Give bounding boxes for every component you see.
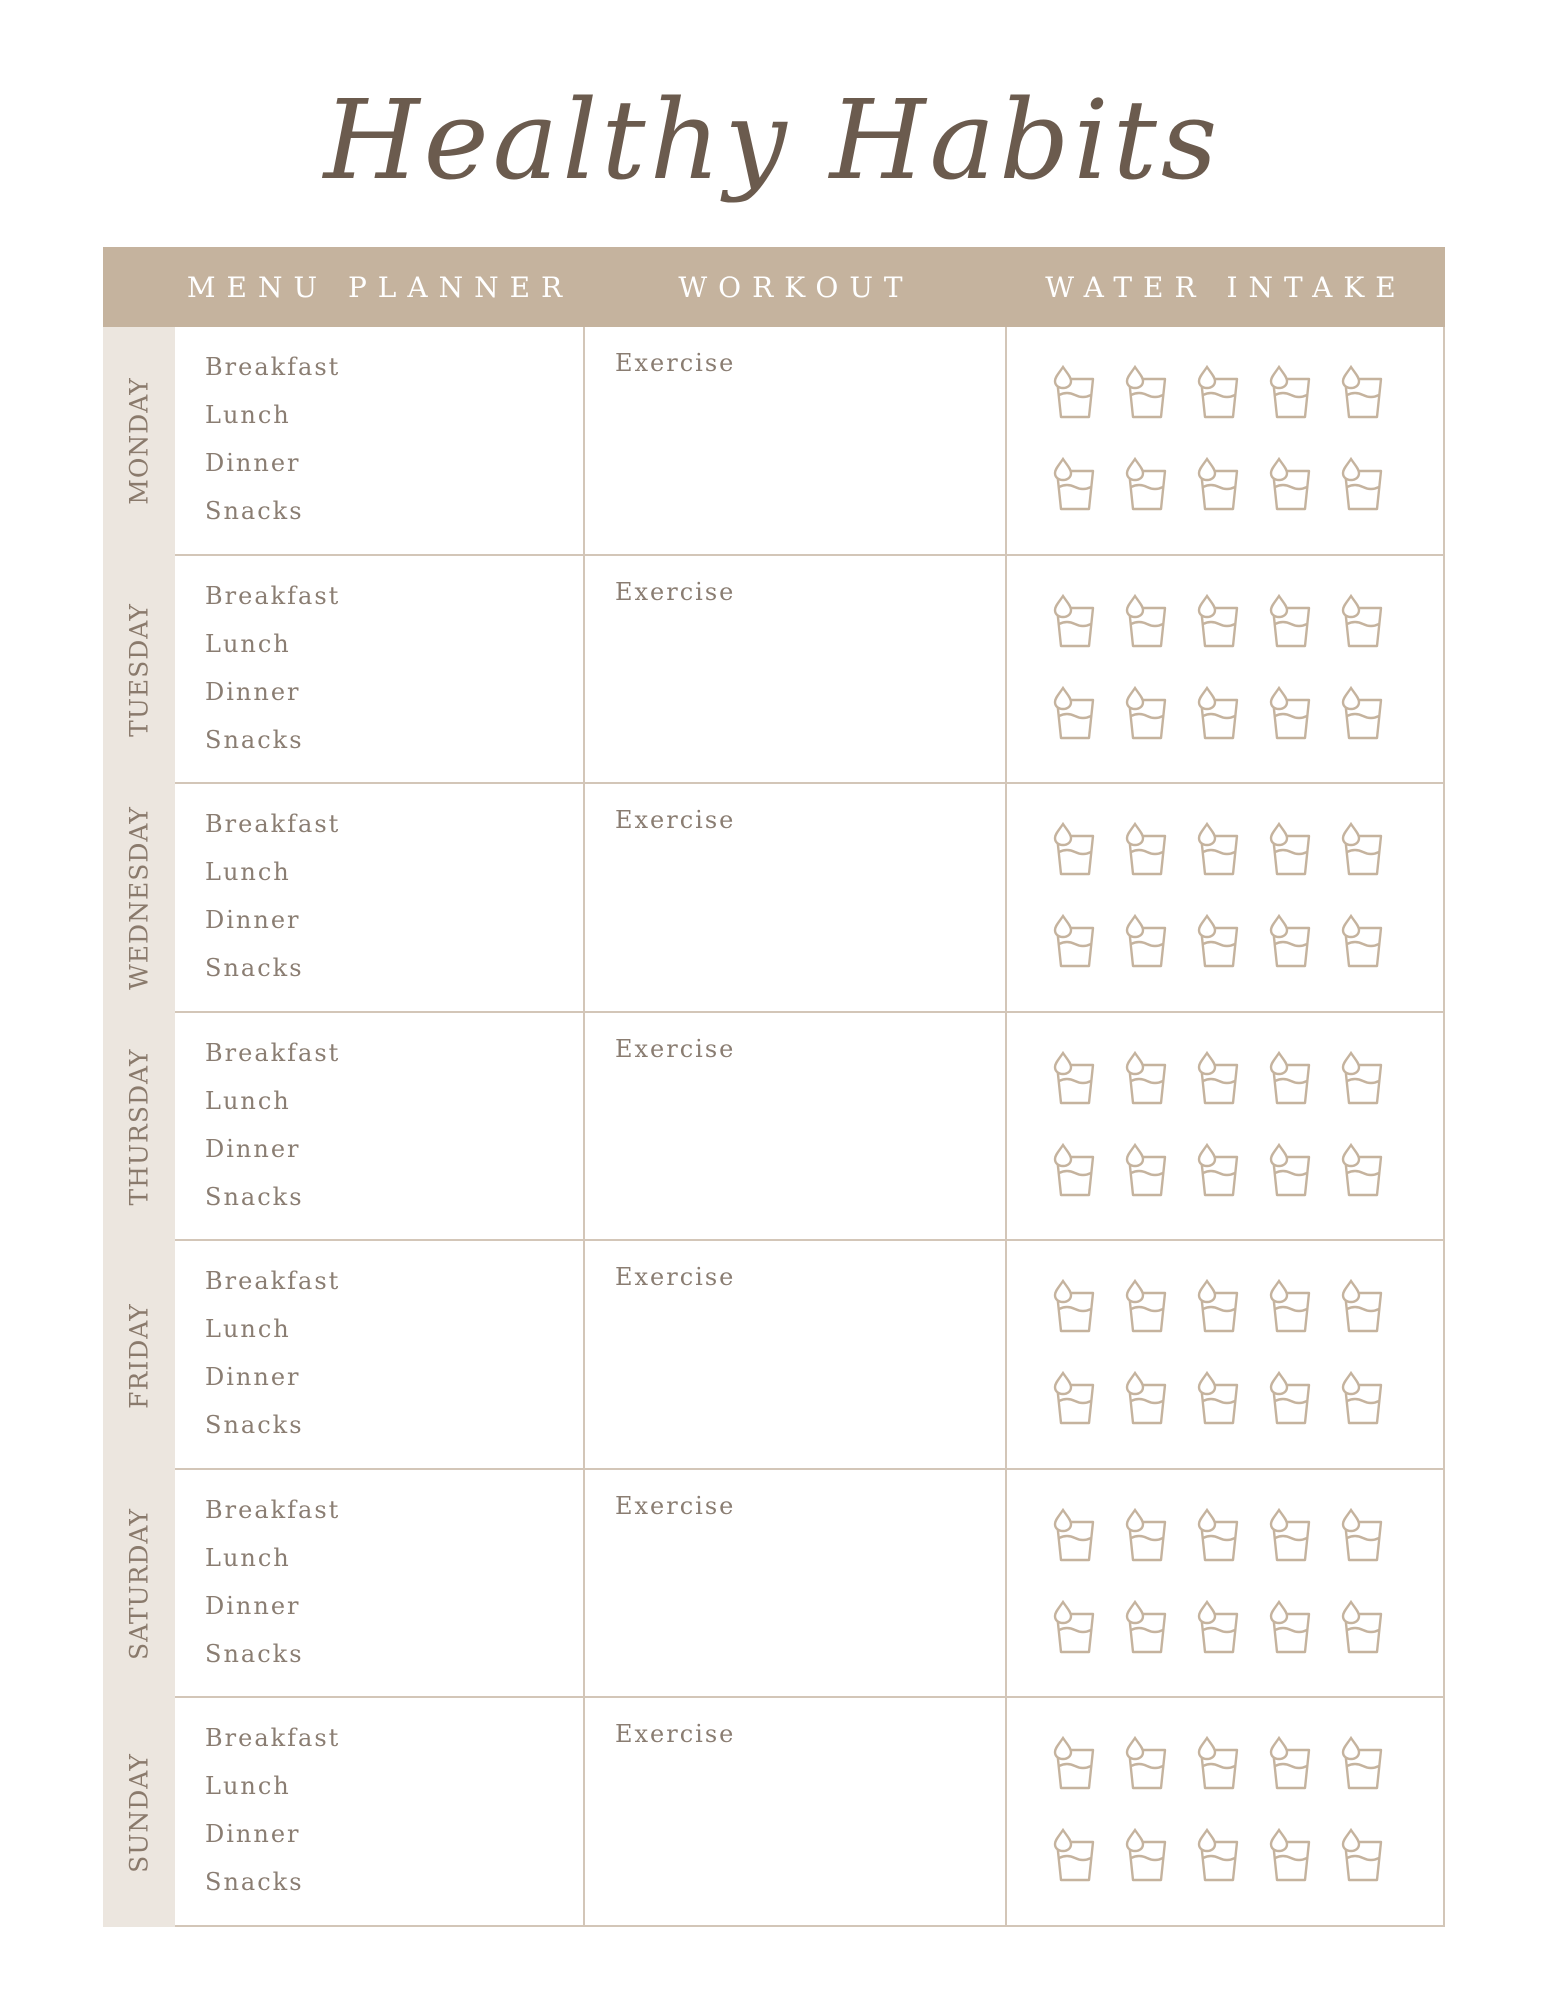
water-cell — [1007, 1470, 1445, 1699]
day-label — [103, 556, 175, 785]
header-water-intake: WATER INTAKE — [1045, 270, 1407, 304]
day-row-monday — [103, 327, 1445, 556]
water-glass-icon[interactable] — [1339, 1279, 1387, 1335]
meal-label-dinner: Dinner — [205, 449, 301, 477]
meal-label-breakfast: Breakfast — [205, 1495, 341, 1524]
water-glass-icon[interactable] — [1195, 914, 1243, 970]
day-name: THURSDAY — [124, 1048, 154, 1206]
water-glass-icon[interactable] — [1051, 457, 1099, 513]
water-glass-icon[interactable] — [1339, 1828, 1387, 1884]
water-glass-icon[interactable] — [1339, 822, 1387, 878]
day-row-tuesday — [103, 556, 1445, 785]
menu-cell[interactable] — [175, 1698, 585, 1927]
water-glass-icon[interactable] — [1267, 914, 1315, 970]
meal-label-dinner: Dinner — [205, 1134, 301, 1163]
meal-label-breakfast: Breakfast — [205, 1267, 341, 1296]
meal-label-breakfast: Breakfast — [205, 1038, 341, 1067]
day-name: MONDAY — [124, 377, 154, 506]
meal-label-breakfast: Breakfast — [205, 581, 341, 610]
header-menu-planner: MENU PLANNER — [186, 270, 574, 304]
water-glass-icon[interactable] — [1267, 1828, 1315, 1884]
water-cell — [1007, 556, 1445, 785]
water-glass-icon[interactable] — [1195, 1051, 1243, 1107]
day-label — [103, 327, 175, 556]
water-cell — [1007, 1013, 1445, 1242]
water-glass-icon[interactable] — [1051, 1600, 1099, 1656]
day-row-thursday — [103, 1013, 1445, 1242]
water-glass-icon[interactable] — [1051, 914, 1099, 970]
day-name: SUNDAY — [124, 1752, 154, 1873]
water-glass-icon[interactable] — [1267, 365, 1315, 421]
day-row-wednesday — [103, 784, 1445, 1013]
meal-label-lunch: Lunch — [205, 1543, 291, 1572]
meal-label-snacks: Snacks — [205, 725, 304, 754]
water-glass-icon[interactable] — [1195, 594, 1243, 650]
water-glass-icon[interactable] — [1195, 1600, 1243, 1656]
water-glass-icon[interactable] — [1267, 1051, 1315, 1107]
water-glass-icon[interactable] — [1339, 914, 1387, 970]
water-glass-icon[interactable] — [1339, 1508, 1387, 1564]
menu-cell[interactable] — [175, 327, 585, 556]
water-glass-icon[interactable] — [1123, 1508, 1171, 1564]
day-label — [103, 1470, 175, 1699]
meal-label-lunch: Lunch — [205, 629, 291, 658]
meal-label-dinner: Dinner — [205, 1820, 301, 1849]
water-glass-icon[interactable] — [1123, 1828, 1171, 1884]
exercise-label: Exercise — [615, 1034, 736, 1063]
meal-label-dinner: Dinner — [205, 1363, 301, 1392]
water-glass-icon[interactable] — [1051, 1736, 1099, 1792]
water-glass-icon[interactable] — [1267, 1371, 1315, 1427]
water-glass-icon[interactable] — [1339, 1143, 1387, 1199]
water-glass-icon[interactable] — [1195, 1736, 1243, 1792]
meal-label-snacks: Snacks — [205, 1411, 304, 1440]
day-row-saturday — [103, 1470, 1445, 1699]
day-row-sunday — [103, 1698, 1445, 1927]
water-glass-icon[interactable] — [1123, 365, 1171, 421]
workout-cell[interactable] — [585, 556, 1007, 785]
meal-label-breakfast: Breakfast — [205, 810, 341, 839]
page-title: Healthy Habits — [323, 76, 1222, 204]
workout-cell[interactable] — [585, 1470, 1007, 1699]
meal-label-dinner: Dinner — [205, 906, 301, 935]
water-glass-icon[interactable] — [1123, 457, 1171, 513]
day-name: WEDNESDAY — [124, 806, 154, 991]
water-glass-icon[interactable] — [1051, 1828, 1099, 1884]
water-glass-icon[interactable] — [1123, 1600, 1171, 1656]
meal-label-breakfast: Breakfast — [205, 1724, 341, 1753]
water-glass-icon[interactable] — [1123, 914, 1171, 970]
menu-cell[interactable] — [175, 556, 585, 785]
exercise-label: Exercise — [615, 349, 736, 377]
water-glass-icon[interactable] — [1195, 1371, 1243, 1427]
water-glass-icon[interactable] — [1195, 1508, 1243, 1564]
water-glass-icon[interactable] — [1267, 1736, 1315, 1792]
water-glass-icon[interactable] — [1123, 686, 1171, 742]
water-glass-icon[interactable] — [1267, 1508, 1315, 1564]
meal-label-snacks: Snacks — [205, 1639, 304, 1668]
meal-label-dinner: Dinner — [205, 1591, 301, 1620]
water-glass-icon[interactable] — [1051, 365, 1099, 421]
day-label — [103, 1241, 175, 1470]
exercise-label: Exercise — [615, 1263, 736, 1292]
day-label — [103, 784, 175, 1013]
menu-cell[interactable] — [175, 1013, 585, 1242]
meal-label-dinner: Dinner — [205, 677, 301, 706]
water-glass-icon[interactable] — [1123, 1736, 1171, 1792]
water-glass-icon[interactable] — [1267, 594, 1315, 650]
water-glass-icon[interactable] — [1123, 594, 1171, 650]
water-glass-icon[interactable] — [1267, 686, 1315, 742]
water-glass-icon[interactable] — [1267, 1279, 1315, 1335]
water-glass-icon[interactable] — [1123, 1371, 1171, 1427]
water-glass-icon[interactable] — [1051, 594, 1099, 650]
workout-cell[interactable] — [585, 784, 1007, 1013]
water-glass-icon[interactable] — [1195, 457, 1243, 513]
meal-label-snacks: Snacks — [205, 1868, 304, 1897]
water-glass-icon[interactable] — [1339, 1600, 1387, 1656]
water-glass-icon[interactable] — [1051, 1371, 1099, 1427]
water-cell — [1007, 327, 1445, 556]
water-glass-icon[interactable] — [1267, 457, 1315, 513]
day-label — [103, 1013, 175, 1242]
exercise-label: Exercise — [615, 806, 736, 835]
day-name: FRIDAY — [124, 1302, 154, 1409]
meal-label-lunch: Lunch — [205, 858, 291, 887]
meal-label-lunch: Lunch — [205, 401, 291, 429]
water-glass-icon[interactable] — [1339, 594, 1387, 650]
meal-label-snacks: Snacks — [205, 1182, 304, 1211]
water-glass-icon[interactable] — [1051, 822, 1099, 878]
water-glass-icon[interactable] — [1339, 1371, 1387, 1427]
meal-label-snacks: Snacks — [205, 954, 304, 983]
habit-table — [103, 247, 1445, 1927]
meal-label-lunch: Lunch — [205, 1086, 291, 1115]
water-glass-icon[interactable] — [1051, 1051, 1099, 1107]
menu-cell[interactable] — [175, 1241, 585, 1470]
water-glass-icon[interactable] — [1123, 822, 1171, 878]
water-cell — [1007, 1241, 1445, 1470]
exercise-label: Exercise — [615, 1720, 736, 1749]
water-glass-icon[interactable] — [1123, 1143, 1171, 1199]
day-rows — [103, 327, 1445, 1927]
water-glass-icon[interactable] — [1339, 457, 1387, 513]
workout-cell[interactable] — [585, 1013, 1007, 1242]
menu-cell[interactable] — [175, 1470, 585, 1699]
water-glass-icon[interactable] — [1051, 1508, 1099, 1564]
water-glass-icon[interactable] — [1123, 1051, 1171, 1107]
header-workout: WORKOUT — [678, 270, 914, 304]
water-glass-icon[interactable] — [1339, 365, 1387, 421]
meal-label-lunch: Lunch — [205, 1315, 291, 1344]
day-label — [103, 1698, 175, 1927]
water-glass-icon[interactable] — [1051, 1279, 1099, 1335]
water-glass-icon[interactable] — [1339, 1736, 1387, 1792]
water-cell — [1007, 1698, 1445, 1927]
water-glass-icon[interactable] — [1051, 1143, 1099, 1199]
water-glass-icon[interactable] — [1195, 365, 1243, 421]
workout-cell[interactable] — [585, 1241, 1007, 1470]
water-glass-icon[interactable] — [1267, 822, 1315, 878]
water-glass-icon[interactable] — [1195, 1828, 1243, 1884]
meal-label-breakfast: Breakfast — [205, 353, 341, 381]
workout-cell[interactable] — [585, 327, 1007, 556]
water-glass-icon[interactable] — [1339, 1051, 1387, 1107]
menu-cell[interactable] — [175, 784, 585, 1013]
water-glass-icon[interactable] — [1195, 1143, 1243, 1199]
day-row-friday — [103, 1241, 1445, 1470]
water-glass-icon[interactable] — [1339, 686, 1387, 742]
water-glass-icon[interactable] — [1195, 1279, 1243, 1335]
water-glass-icon[interactable] — [1267, 1143, 1315, 1199]
day-name: TUESDAY — [124, 602, 154, 737]
table-header — [103, 247, 1445, 327]
water-glass-icon[interactable] — [1051, 686, 1099, 742]
workout-cell[interactable] — [585, 1698, 1007, 1927]
meal-label-lunch: Lunch — [205, 1772, 291, 1801]
exercise-label: Exercise — [615, 1491, 736, 1520]
water-cell — [1007, 784, 1445, 1013]
water-glass-icon[interactable] — [1267, 1600, 1315, 1656]
meal-label-snacks: Snacks — [205, 497, 304, 525]
water-glass-icon[interactable] — [1195, 686, 1243, 742]
water-glass-icon[interactable] — [1123, 1279, 1171, 1335]
water-glass-icon[interactable] — [1195, 822, 1243, 878]
day-name: SATURDAY — [124, 1508, 154, 1661]
exercise-label: Exercise — [615, 577, 736, 606]
